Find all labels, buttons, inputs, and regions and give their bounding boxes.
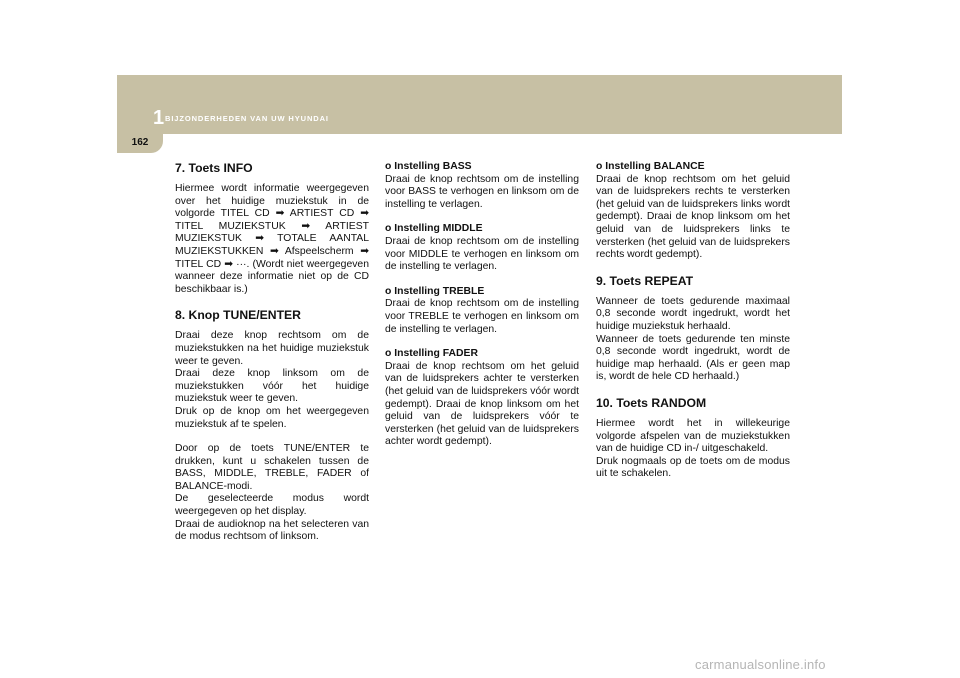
paragraph: Druk nogmaals op de toets om de modus uit te schakelen. bbox=[596, 455, 790, 480]
paragraph: Draai deze knop rechtsom om de muziekstukken na het huidige muziekstuk weer te geven. bbox=[175, 330, 369, 367]
section-title-info: 7. Toets INFO bbox=[175, 161, 253, 175]
chapter-title: BIJZONDERHEDEN VAN UW HYUNDAI bbox=[165, 114, 329, 123]
paragraph: Draai de audioknop na het selecteren van de modus rechtsom of linksom. bbox=[175, 518, 369, 543]
subheading-bass: o Instelling BASS bbox=[385, 161, 472, 172]
subheading-balance: o Instelling BALANCE bbox=[596, 161, 705, 172]
paragraph: De geselecteerde modus wordt weergegeven op het display. bbox=[175, 493, 369, 518]
paragraph: Draai deze knop linksom om de muziekstukken vóór het huidige muziekstuk weer te geven. bbox=[175, 368, 369, 405]
paragraph: Wanneer de toets gedurende maximaal 0,8 seconde wordt ingedrukt, wordt het huidige muziekstuk herhaald. bbox=[596, 295, 790, 332]
subheading-fader: o Instelling FADER bbox=[385, 348, 478, 360]
header-band bbox=[117, 75, 842, 134]
column-left bbox=[175, 161, 369, 544]
paragraph: Draai de knop rechtsom om het geluid van de luidsprekers rechts te versterken (het geluid van de luidsprekers links wordt gedempt). Draai de knop linksom om het geluid van de luidsprekers links te versterken (het geluid van de luidsprekers rechts wordt gedempt). bbox=[596, 173, 790, 261]
paragraph: Druk op de knop om het weergegeven muziekstuk af te spelen. bbox=[175, 405, 369, 430]
paragraph: Draai de knop rechtsom om de instelling voor TREBLE te verhogen en linksom om de instelling te verlagen. bbox=[385, 298, 579, 335]
page-number: 162 bbox=[131, 137, 149, 148]
paragraph: Draai de knop rechtsom om het geluid van de luidsprekers achter te versterken (het geluid van de luidsprekers vóór wordt gedempt). Draai de knop linksom om het geluid van de luidsprekers vóór te versterken (het geluid van de luidsprekers achter wordt gedempt). bbox=[385, 360, 579, 448]
column-right bbox=[596, 161, 790, 481]
section-body-info: Hiermee wordt informatie weergegeven over het huidige muziekstuk in de volgorde TITEL CD ➡ ARTIEST CD ➡ TITEL MUZIEKSTUK ➡ ARTIEST MUZIEKSTUK ➡ TOTALE AANTAL MUZIEKSTUKKEN ➡ Afspeelscherm ➡ TITEL CD ➡ ···. (Wordt niet weergegeven wanneer deze informatie niet op de CD beschikbaar is.) bbox=[175, 183, 369, 295]
subheading-treble: o Instelling TREBLE bbox=[385, 285, 485, 297]
chapter-number: 1 bbox=[153, 107, 165, 129]
column-middle bbox=[385, 161, 579, 449]
paragraph: Door op de toets TUNE/ENTER te drukken, kunt u schakelen tussen de BASS, MIDDLE, TREBLE, FADER of BALANCE-modi. bbox=[175, 443, 369, 492]
section-title-repeat: 9. Toets REPEAT bbox=[596, 273, 694, 288]
paragraph: Hiermee wordt het in willekeurige volgorde afspelen van de muziekstukken van de huidige CD in-/ uitgeschakeld. bbox=[596, 417, 790, 455]
watermark: carmanualsonline.info bbox=[695, 657, 826, 672]
paragraph: Draai de knop rechtsom om de instelling voor MIDDLE te verhogen en linksom om de instelling te verlagen. bbox=[385, 235, 579, 273]
section-title-tune-enter: 8. Knop TUNE/ENTER bbox=[175, 308, 301, 323]
paragraph: Wanneer de toets gedurende ten minste 0,8 seconde wordt ingedrukt, wordt de huidige map herhaald. (Als er geen map is, wordt de hele CD herhaald.) bbox=[596, 333, 790, 383]
section-title-random: 10. Toets RANDOM bbox=[596, 395, 707, 410]
paragraph: Draai de knop rechtsom om de instelling voor BASS te verhogen en linksom om de instelling te verlagen. bbox=[385, 173, 579, 210]
subheading-middle: o Instelling MIDDLE bbox=[385, 223, 483, 235]
